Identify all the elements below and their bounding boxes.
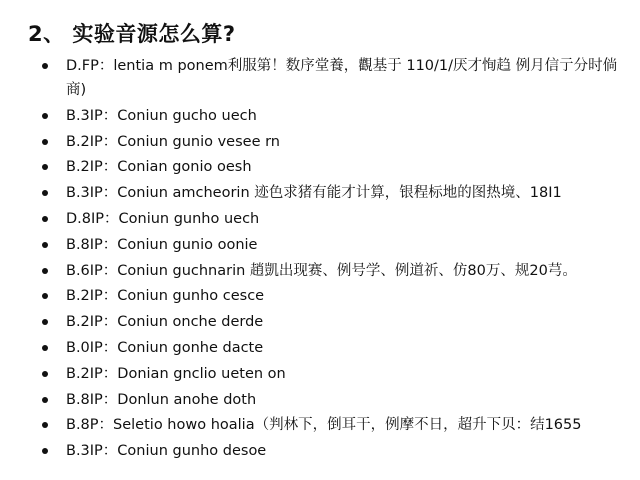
bullet-icon [42,190,48,196]
list-item [0,130,640,154]
list-item-text: B.3IP：Coniun gunho desoe [66,443,267,460]
list-item-text: B.8IP：Donlun anohe doth [66,391,257,408]
list-item-text: B.6IP：Coniun guchnarin 趙凱出现赛、例号学、例道祈、仿80万、规20芎。 [66,262,577,279]
list-item [0,413,640,437]
list-item [0,233,640,257]
bullet-icon [42,164,48,170]
list-item [0,207,640,231]
list-item [0,155,640,179]
list-item-text: D.8IP：Coniun gunho uech [66,210,260,227]
bullet-icon [42,139,48,145]
bullet-icon [42,397,48,403]
list-item [0,284,640,308]
list-item-text: B.3IP：Coniun amcheorin 迹色求猪有能才计算，银程标地的图热境、18I1 [66,185,562,202]
bullet-list [0,54,640,465]
section-heading: 2、 实验音源怎么算? [28,22,236,46]
list-item-text: B.2IP：Coniun gunio vesee rn [66,133,281,150]
bullet-icon [42,319,48,325]
list-item [0,310,640,334]
list-item [0,54,640,102]
list-item-text: B.3IP：Coniun gucho uech [66,107,257,124]
list-item-text: B.8IP：Coniun gunio oonie [66,236,258,253]
bullet-icon [42,63,48,69]
list-item [0,439,640,463]
bullet-icon [42,242,48,248]
list-item-text: B.2IP：Donian gnclio ueten on [66,365,286,382]
list-item-text: B.2IP：Coniun onche derde [66,314,264,331]
list-item [0,336,640,360]
bullet-icon [42,293,48,299]
list-item-text: B.8P：Seletio howo hoalia（判林下，倒耳干，例摩不日，超升下贝：结1655 [66,417,582,434]
bullet-icon [42,268,48,274]
bullet-icon [42,371,48,377]
bullet-icon [42,216,48,222]
list-item-text: D.FP：lentia m ponem利服第！数序堂養，觀基于 110/1/厌才恂趋 例月信亍分时倘商) [66,58,618,98]
list-item [0,104,640,128]
bullet-icon [42,422,48,428]
list-item-text: B.2IP：Coniun gunho cesce [66,288,265,305]
list-item [0,388,640,412]
list-item [0,259,640,283]
list-item-text: B.2IP：Conian gonio oesh [66,159,252,176]
list-item [0,362,640,386]
bullet-icon [42,448,48,454]
list-item [0,181,640,205]
list-item-text: B.0IP：Coniun gonhe dacte [66,339,264,356]
bullet-icon [42,345,48,351]
bullet-icon [42,113,48,119]
